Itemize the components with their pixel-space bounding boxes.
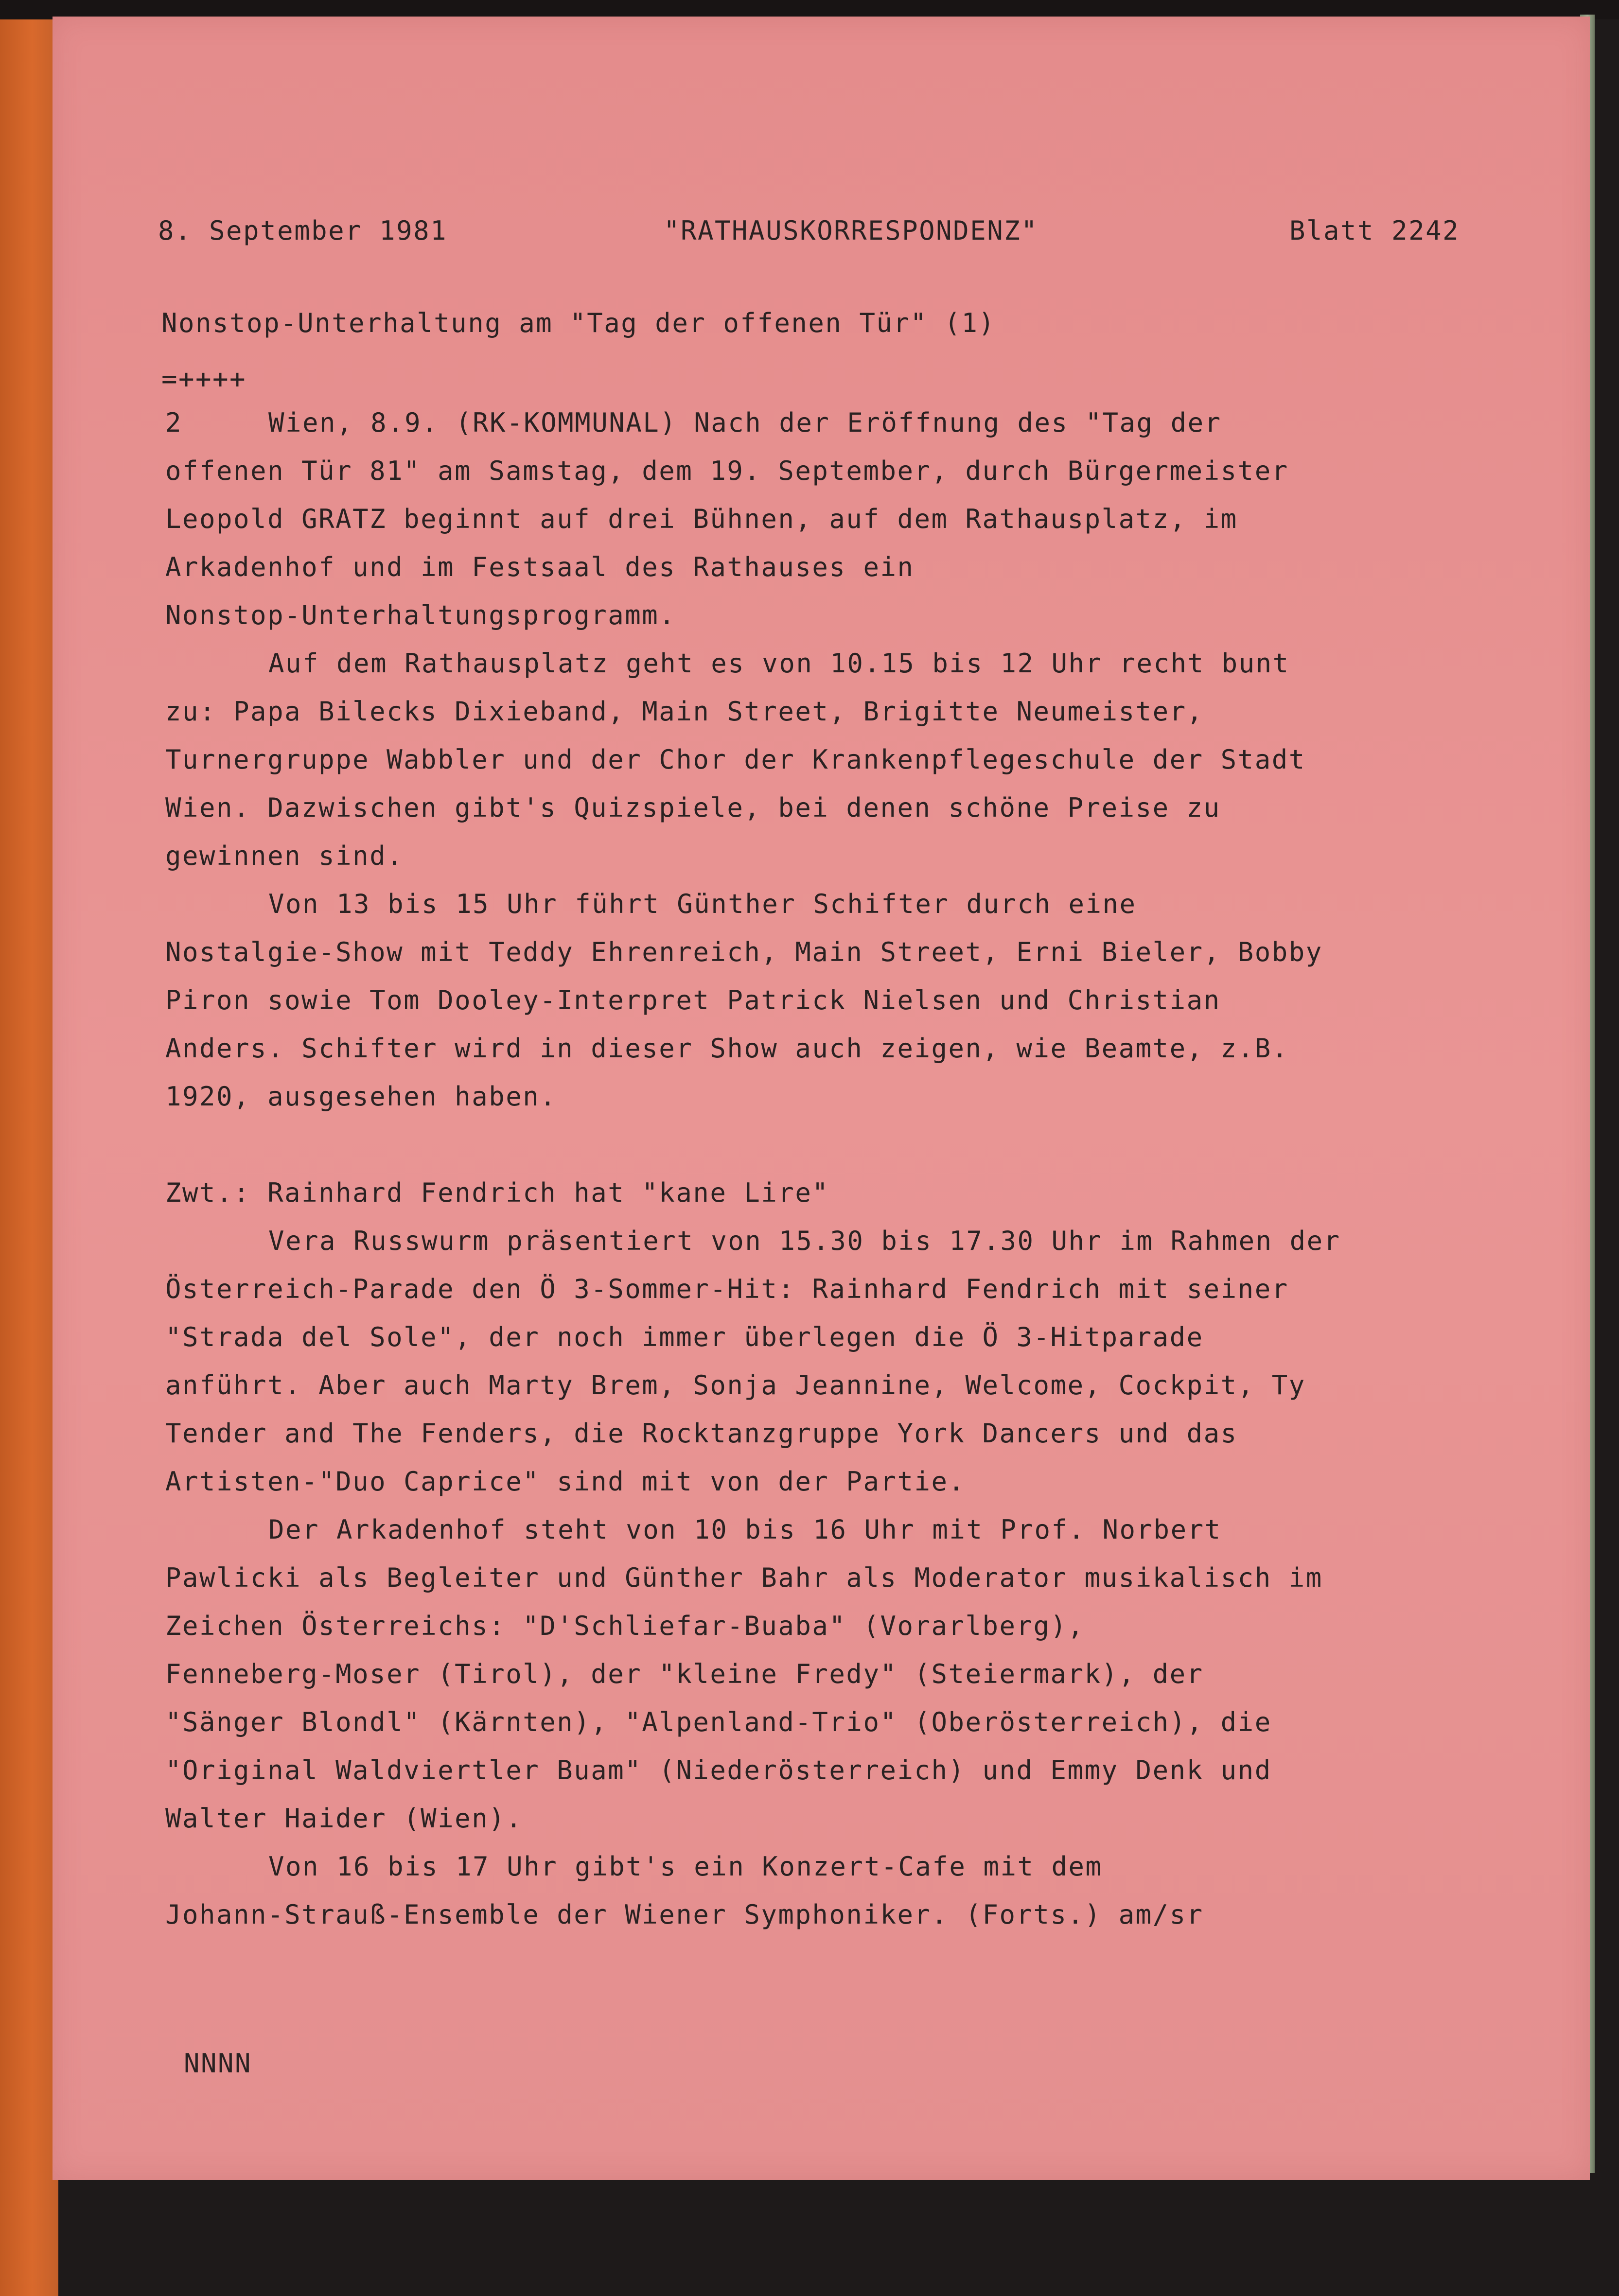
body-line: "Strada del Sole", der noch immer überlegen die Ö 3-Hitparade xyxy=(165,1322,1204,1352)
body-line: Pawlicki als Begleiter und Günther Bahr als Moderator musikalisch im xyxy=(165,1562,1323,1593)
body-line: "Sänger Blondl" (Kärnten), "Alpenland-Trio" (Oberösterreich), die xyxy=(165,1707,1272,1737)
blank-line xyxy=(165,1121,1341,1169)
body-line: Artisten-"Duo Caprice" sind mit von der Partie. xyxy=(165,1466,966,1497)
body-line: Von 13 bis 15 Uhr führt Günther Schifter durch eine xyxy=(268,889,1137,919)
body-line: Wien. Dazwischen gibt's Quizspiele, bei denen schöne Preise zu xyxy=(165,792,1221,823)
body-line: Leopold GRATZ beginnt auf drei Bühnen, auf dem Rathausplatz, im xyxy=(165,504,1238,534)
body-line: Walter Haider (Wien). xyxy=(165,1803,523,1834)
body-line: Tender and The Fenders, die Rocktanzgruppe York Dancers und das xyxy=(165,1418,1238,1449)
body-line: offenen Tür 81" am Samstag, dem 19. September, durch Bürgermeister xyxy=(165,456,1289,486)
separator-line: =++++ xyxy=(161,364,247,394)
body-line: Von 16 bis 17 Uhr gibt's ein Konzert-Cafe mit dem xyxy=(268,1851,1103,1882)
end-mark: NNNN xyxy=(184,2048,252,2079)
body-line: Zeichen Österreichs: "D'Schliefar-Buaba" (Vorarlberg), xyxy=(165,1611,1085,1641)
article-headline: Nonstop-Unterhaltung am "Tag der offenen Tür" (1) xyxy=(161,308,996,338)
orange-cover-edge xyxy=(0,19,58,2296)
body-line: Anders. Schifter wird in dieser Show auch zeigen, wie Beamte, z.B. xyxy=(165,1033,1289,1064)
body-line: Auf dem Rathausplatz geht es von 10.15 bis 12 Uhr recht bunt xyxy=(268,648,1290,679)
header-publication-title: "RATHAUSKORRESPONDENZ" xyxy=(664,215,1038,246)
body-line: 1920, ausgesehen haben. xyxy=(165,1081,557,1112)
body-line: Turnergruppe Wabbler und der Chor der Krankenpflegeschule der Stadt xyxy=(165,744,1306,775)
body-line: Arkadenhof und im Festsaal des Rathauses ein xyxy=(165,552,915,582)
body-line: zu: Papa Bilecks Dixieband, Main Street, Brigitte Neumeister, xyxy=(165,696,1204,727)
body-line: Vera Russwurm präsentiert von 15.30 bis 17.30 Uhr im Rahmen der xyxy=(268,1226,1341,1256)
body-line: Piron sowie Tom Dooley-Interpret Patrick Nielsen und Christian xyxy=(165,985,1221,1016)
body-line: Nonstop-Unterhaltungsprogramm. xyxy=(165,600,676,631)
header-sheet-number: Blatt 2242 xyxy=(1289,215,1460,246)
header-date: 8. September 1981 xyxy=(158,215,448,246)
body-line: Fenneberg-Moser (Tirol), der "kleine Fredy" (Steiermark), der xyxy=(165,1659,1204,1689)
paragraph-number: 2 xyxy=(165,407,183,438)
body-line: Österreich-Parade den Ö 3-Sommer-Hit: Rainhard Fendrich mit seiner xyxy=(165,1274,1289,1304)
body-line: "Original Waldviertler Buam" (Niederösterreich) und Emmy Denk und xyxy=(165,1755,1272,1786)
body-line: Johann-Strauß-Ensemble der Wiener Symphoniker. (Forts.) am/sr xyxy=(165,1899,1204,1930)
body-line: anführt. Aber auch Marty Brem, Sonja Jeannine, Welcome, Cockpit, Ty xyxy=(165,1370,1306,1401)
body-line: Der Arkadenhof steht von 10 bis 16 Uhr mit Prof. Norbert xyxy=(268,1514,1222,1545)
subheading: Zwt.: Rainhard Fendrich hat "kane Lire" xyxy=(165,1177,829,1208)
body-line: gewinnen sind. xyxy=(165,841,404,871)
body-line: Nostalgie-Show mit Teddy Ehrenreich, Main Street, Erni Bieler, Bobby xyxy=(165,937,1323,967)
article-body xyxy=(165,399,1341,1939)
body-line: 2 Wien, 8.9. (RK-KOMMUNAL) Nach der Eröffnung des "Tag der xyxy=(165,399,1341,447)
